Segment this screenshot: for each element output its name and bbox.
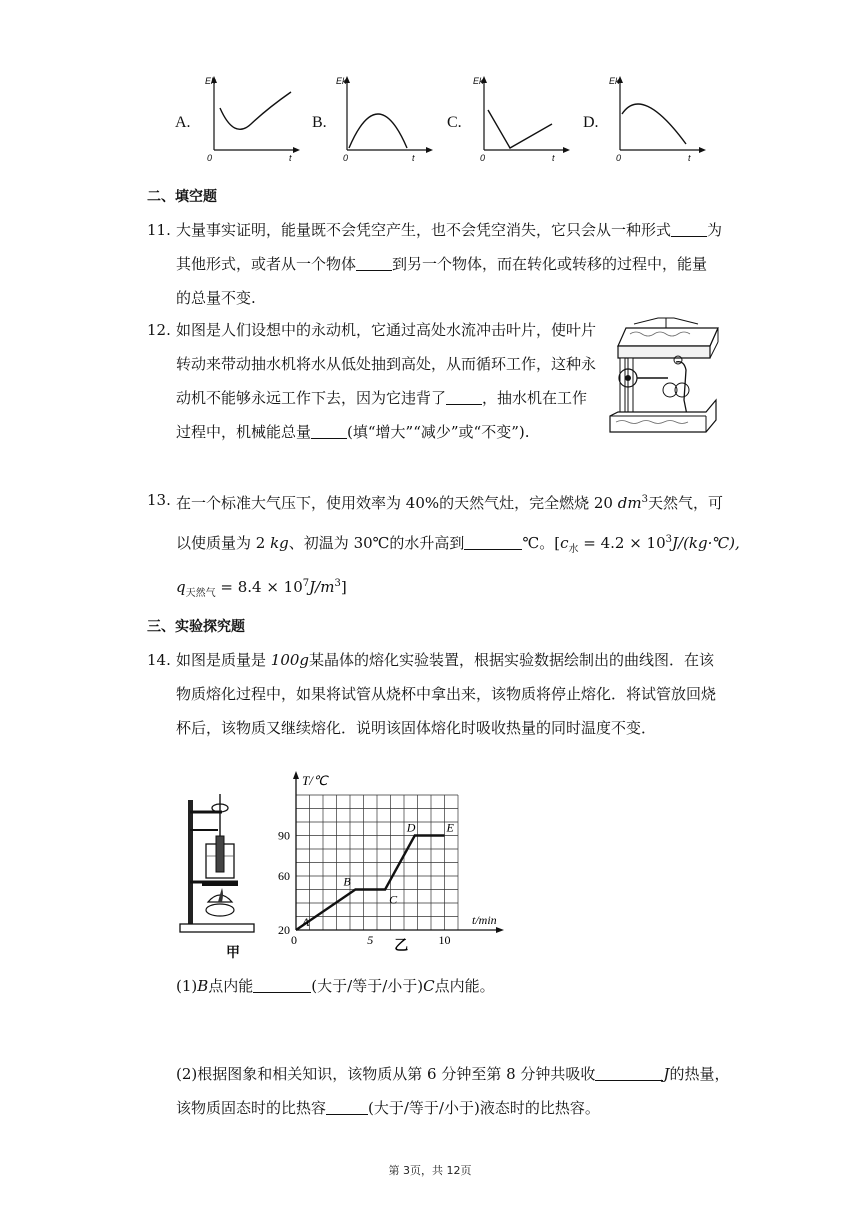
q14-line2: 物质熔化过程中，如果将试管从烧杯中拿出来，该物质将停止熔化．将试管放回烧 <box>176 685 717 703</box>
point-label-a: A <box>302 915 310 929</box>
x-axis-label: t/min <box>472 913 497 927</box>
q14-sub1-blank[interactable] <box>253 977 311 993</box>
option-c-xlabel: t <box>552 153 555 163</box>
q11-blank-2[interactable] <box>356 255 392 271</box>
option-d-ylabel: Ek <box>609 76 620 86</box>
x-tick-label: 10 <box>438 933 451 947</box>
option-c-ylabel: Ek <box>473 76 484 86</box>
q14-sub2-blank-2[interactable] <box>326 1099 368 1115</box>
figure-left-label: 甲 <box>226 945 240 961</box>
option-d-origin: 0 <box>616 153 622 163</box>
option-a-ylabel: Ek <box>205 76 216 86</box>
y-axis-arrow <box>293 771 299 779</box>
q13-line1: 在一个标准大气压下，使用效率为 40%的天然气灶，完全燃烧 20 $dm^3$天然气，可 <box>176 494 723 512</box>
point-label-c: C <box>389 892 398 907</box>
y-tick-label: 20 <box>278 923 290 937</box>
perpetual-motion-machine-illustration <box>606 316 726 438</box>
q14-line1: 如图是质量是 100g某晶体的熔化实验装置，根据实验数据绘制出的曲线图．在该 <box>176 651 715 669</box>
q11-line3: 的总量不变. <box>176 289 256 307</box>
y-tick-label: 60 <box>278 869 290 883</box>
figure-right-label: 乙 <box>394 938 409 952</box>
q13-line3: $q_{天然气} = 8.4 \times 10^7J/m^3$] <box>176 578 347 599</box>
q13-number: 13. <box>147 491 171 509</box>
option-b-origin: 0 <box>343 153 349 163</box>
page-footer: 第 3页，共 12页 <box>388 1164 472 1177</box>
q14-sub2-line1: (2)根据图象和相关知识，该物质从第 6 分钟至第 8 分钟共吸收 J的热量， <box>176 1065 730 1083</box>
x-axis-arrow <box>496 927 504 933</box>
option-d-label: D. <box>583 114 599 131</box>
q12-line3: 动机不能够永远工作下去，因为它违背了 ，抽水机在工作 <box>176 389 588 407</box>
melting-curve-chart <box>266 752 506 952</box>
point-label-e: E <box>446 820 454 835</box>
option-b-ylabel: Ek <box>336 76 347 86</box>
option-a-xlabel: t <box>289 153 292 163</box>
option-b-label: B. <box>312 114 327 131</box>
melting-apparatus-illustration <box>178 790 258 938</box>
q14-sub2-line2: 该物质固态时的比热容 (大于/等于/小于)液态时的比热容。 <box>176 1099 600 1117</box>
option-c-graph <box>470 70 580 166</box>
q12-blank-1[interactable] <box>446 389 482 405</box>
section-fill-blank-title: 二、填空题 <box>147 189 217 205</box>
q11-line2: 其他形式，或者从一个物体 到另一个物体，而在转化或转移的过程中，能量 <box>176 255 708 273</box>
q11-number: 11. <box>147 221 171 239</box>
point-label-d: D <box>406 820 416 835</box>
q12-line4: 过程中，机械能总量 (填“增大”“减少”或“不变”). <box>176 423 530 441</box>
q11-line1: 大量事实证明，能量既不会凭空产生，也不会凭空消失，它只会从一种形式 为 <box>176 221 723 239</box>
x-tick-label: 5 <box>367 933 374 947</box>
x-tick-label: 0 <box>291 933 297 947</box>
option-d-xlabel: t <box>688 153 691 163</box>
q12-blank-2[interactable] <box>311 423 347 439</box>
option-b-graph <box>333 70 443 166</box>
q12-line1: 如图是人们设想中的永动机，它通过高处水流冲击叶片，使叶片 <box>176 321 597 339</box>
option-d-graph <box>606 70 716 166</box>
q14-sub1: (1)B点内能 (大于/等于/小于)C点内能。 <box>176 977 495 995</box>
point-label-b: B <box>343 874 351 889</box>
melting-curve-line <box>296 836 445 931</box>
q14-line3: 杯后，该物质又继续熔化．说明该固体熔化时吸收热量的同时温度不变． <box>176 719 657 737</box>
option-a-origin: 0 <box>207 153 213 163</box>
q14-number: 14. <box>147 651 171 669</box>
q11-blank-1[interactable] <box>671 221 707 237</box>
q14-sub2-blank-1[interactable] <box>595 1065 663 1081</box>
section-experiment-title: 三、实验探究题 <box>147 619 245 635</box>
q12-number: 12. <box>147 321 171 339</box>
q13-line2: 以使质量为 2 kg、初温为 30℃的水升高到 ℃。[$c_水 = 4.2$ × $10^3J/(kg\cdot℃)$, <box>176 534 740 555</box>
option-c-label: C. <box>447 114 462 131</box>
q12-line2: 转动来带动抽水机将水从低处抽到高处，从而循环工作，这种永 <box>176 355 597 373</box>
option-b-xlabel: t <box>412 153 415 163</box>
option-a-label: A. <box>175 114 191 131</box>
y-axis-label: T/℃ <box>302 773 328 788</box>
y-tick-label: 90 <box>278 828 290 843</box>
q13-blank[interactable] <box>464 534 522 550</box>
option-c-origin: 0 <box>480 153 486 163</box>
